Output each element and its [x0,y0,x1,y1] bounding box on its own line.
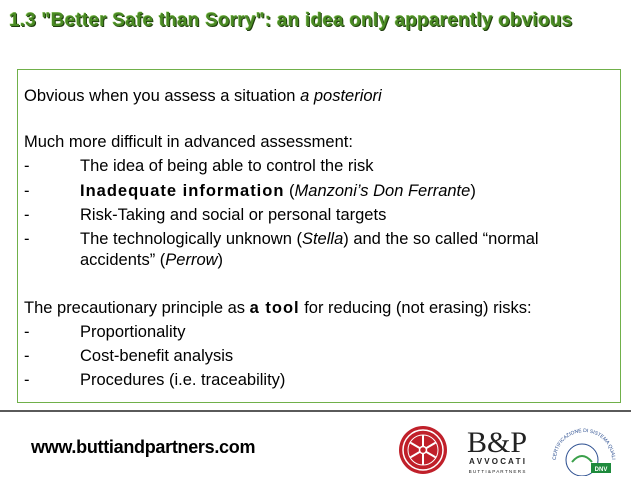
logo-avvocati: A V V O C A T I [468,457,526,466]
list-item-text: Procedures (i.e. traceability) [80,371,286,389]
list-item-text [80,181,476,201]
text-part: The precautionary principle as [24,299,250,317]
bullet-dash: - [24,206,30,224]
quality-certification-seal-icon [546,420,618,476]
bullet-dash: - [24,371,30,389]
text-part: accidents” ( [80,251,166,269]
paren-open: ( [284,182,295,200]
italic-reference: Manzoni’s Don Ferrante [294,182,471,200]
list-item-text: Proportionality [80,323,186,341]
intro-italic: a posteriori [300,87,382,105]
list-item-text: The idea of being able to control the risk [80,157,374,175]
bullet-dash: - [24,323,30,341]
section2-heading [24,298,532,318]
italic-reference: Stella [301,230,344,248]
footer-divider [0,410,631,412]
cert-arc-text: CERTIFICAZIONE DI SISTEMA QUALI [551,427,617,461]
bullet-dash: - [24,347,30,365]
svg-text:CERTIFICAZIONE DI SISTEMA QUAL [546,420,616,460]
list-item-text [80,229,539,249]
bold-phrase: a tool [249,299,300,317]
paren-close: ) [470,182,476,200]
list-item-text: Risk-Taking and social or personal targets [80,206,387,224]
bullet-dash: - [24,182,30,200]
text-part: ) [217,251,224,269]
bold-phrase: Inadequate information [80,182,285,200]
logo-initials: B&P [466,426,528,459]
bullet-dash: - [24,157,30,175]
intro-text: Obvious when you assess a situation [24,87,301,105]
intro-line [24,86,382,106]
section1-heading: Much more difficult in advanced assessment: [24,133,353,151]
text-part: ) and the so called “normal [343,230,539,248]
snowflake-seal-icon [398,425,448,475]
list-item-text [80,250,223,270]
slide-title: 1.3 "Better Safe than Sorry": an idea only apparently obvious [9,10,573,31]
text-part: for reducing (not erasing) risks: [299,299,532,317]
website-link[interactable]: www.buttiandpartners.com [31,437,256,457]
bp-avvocati-logo [452,420,542,476]
cert-badge-text: DNV [594,467,608,473]
italic-reference: Perrow [165,251,218,269]
list-item-text: Cost-benefit analysis [80,347,234,365]
bullet-dash: - [24,230,30,248]
text-part: The technologically unknown ( [80,230,302,248]
logo-partners: B U T T I & P A R T N E R S [468,469,526,474]
